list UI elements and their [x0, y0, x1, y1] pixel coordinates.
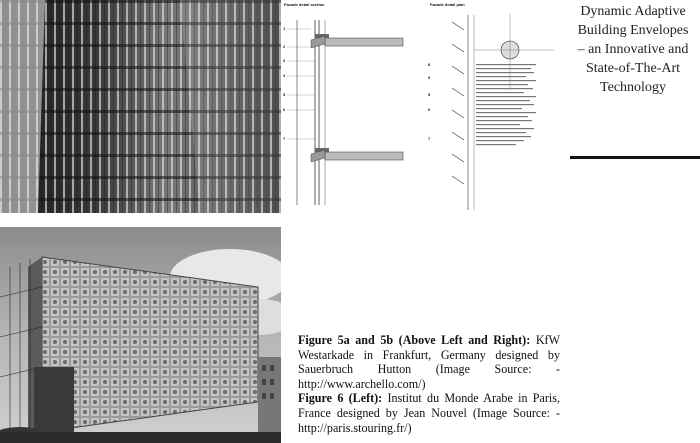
section-callout-number: 6: [283, 107, 286, 112]
figure-5-text: KfW Westarkade in Frankfurt, Germany designed by Sauerbruch Hutton (Image Source: - http://www.archello.com/): [298, 333, 561, 391]
section-drawing-title: Facade detail section: [284, 2, 325, 7]
plan-callout-number: 6: [428, 107, 431, 112]
plan-drawing-title: Facade detail plan: [430, 2, 465, 7]
section-callout-number: 2: [283, 44, 286, 49]
plan-callout-number: 7: [428, 136, 431, 141]
section-callout-number: 1: [283, 26, 286, 31]
figure-6-text: Institut du Monde Arabe in Paris, France designed by Jean Nouvel (Image Source: - http://paris.stouring.fr/): [298, 391, 561, 435]
section-callout-number: 3: [283, 58, 286, 63]
plan-callout-number: 5: [428, 92, 431, 97]
plan-callout-number: 9: [428, 75, 431, 80]
facade-plan-drawing: [404, 0, 567, 213]
figure-5-label: Figure 5a and 5b (Above Left and Right):: [298, 333, 531, 347]
section-callout-number: 7: [283, 136, 286, 141]
header-line: Dynamic Adaptive: [580, 4, 686, 19]
institut-du-monde-arabe-photo: [0, 227, 281, 443]
figure-captions: [298, 333, 560, 435]
figure-6-label: Figure 6 (Left):: [298, 391, 383, 406]
section-callout-number: 4: [283, 73, 286, 78]
header-line: Building Envelopes: [577, 23, 689, 38]
paper-header: [566, 2, 700, 122]
header-line: State-of-The-Art: [585, 61, 681, 76]
header-divider: [570, 156, 700, 159]
header-line: Technology: [600, 80, 666, 95]
header-line: – an Innovative and: [577, 42, 689, 57]
facade-section-drawing: [281, 0, 404, 213]
facade-photo: [0, 0, 281, 213]
figure-5-caption: [298, 333, 560, 391]
figure-6-caption: [298, 391, 560, 435]
section-callout-number: 5: [283, 92, 286, 97]
plan-callout-number: 8: [428, 62, 431, 67]
